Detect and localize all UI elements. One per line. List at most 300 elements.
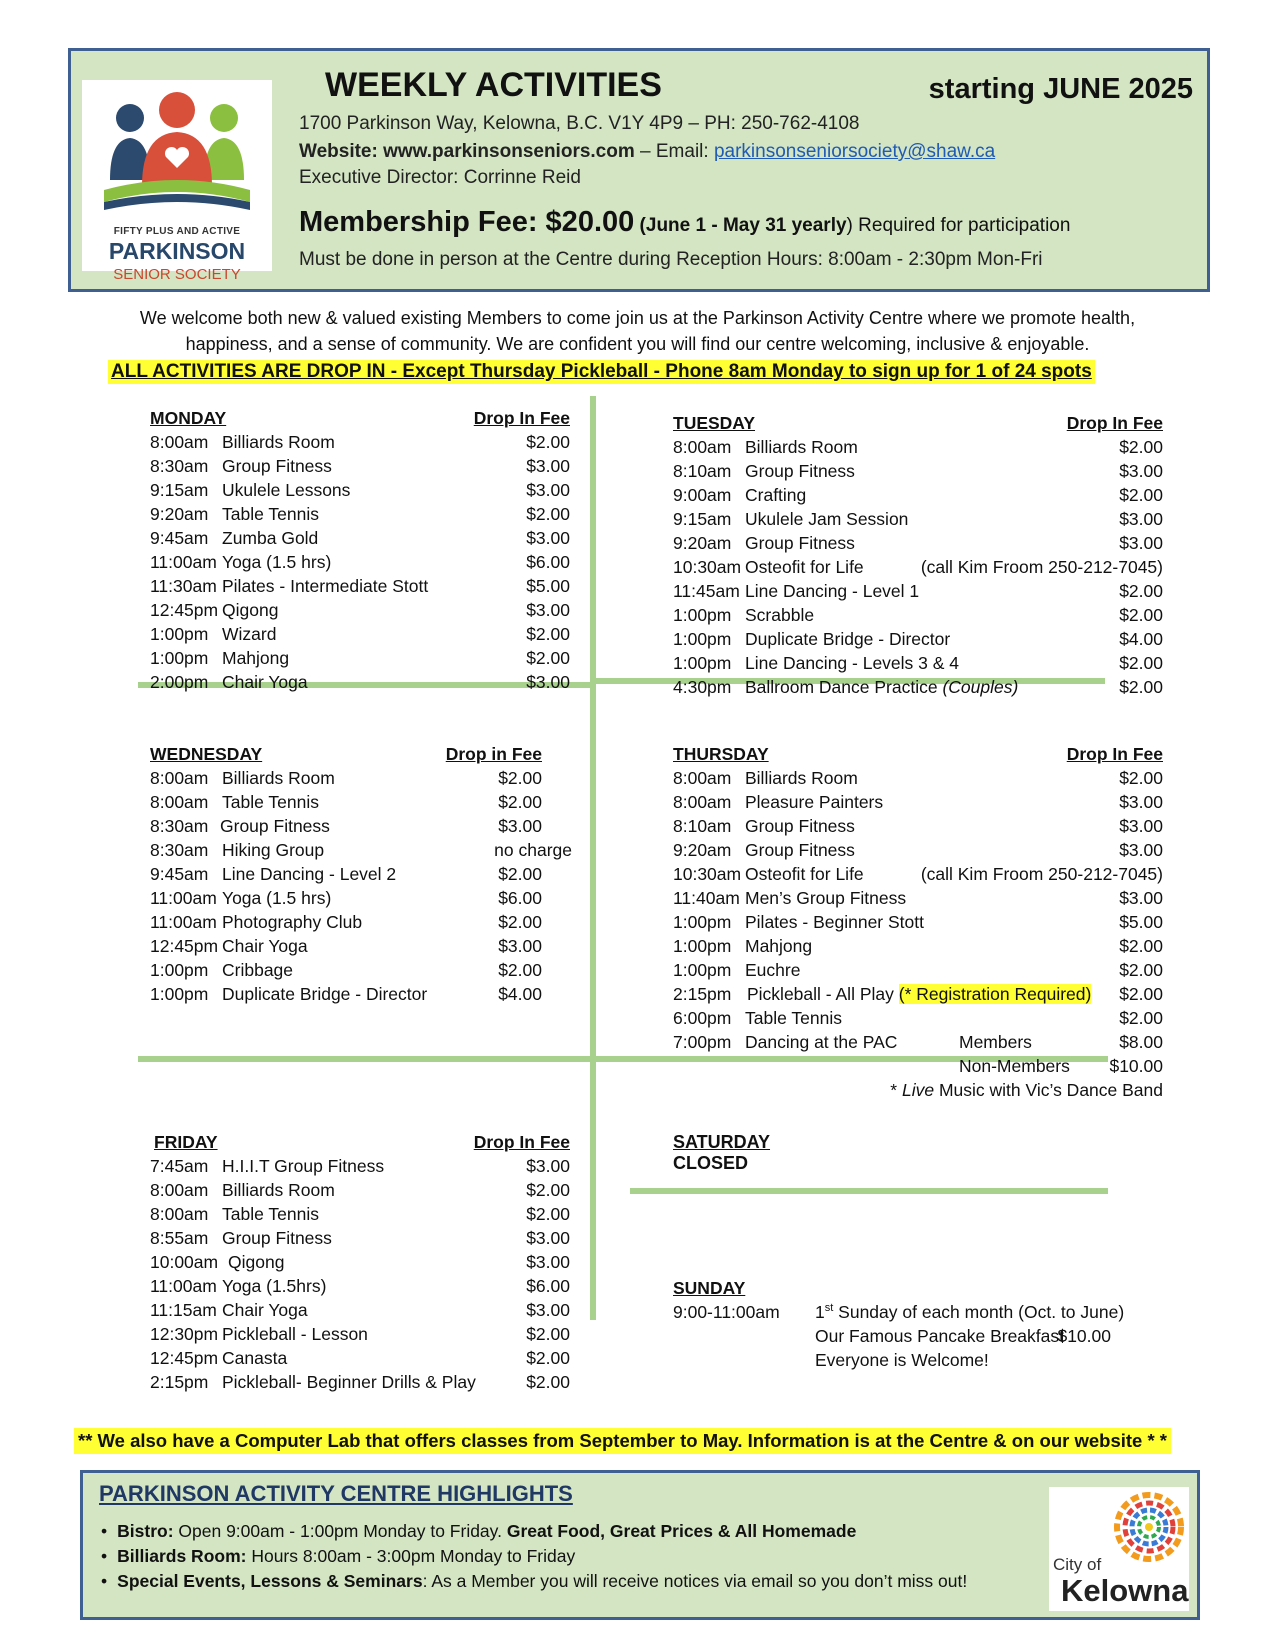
activity-name: Pickleball - Lesson [222, 1324, 368, 1344]
activity-time: 10:30am [673, 864, 742, 884]
activity-fee: $3.00 [526, 600, 570, 620]
registration-required-note: (* Registration Required) [898, 984, 1092, 1004]
activity-name: Group Fitness [222, 1228, 332, 1248]
schedule-row [150, 1348, 570, 1372]
schedule-row [150, 816, 572, 840]
sunday-frequency [815, 1302, 1124, 1323]
activity-time: 1:00pm [150, 648, 209, 668]
activity-name: Group Fitness [745, 533, 855, 553]
activity-fee: $10.00 [1109, 1056, 1163, 1076]
activity-time: 1:00pm [673, 629, 732, 649]
intro-line-2: happiness, and a sense of community. We are confident you will find our centre welcoming, inclusive & enjoyable. [185, 334, 1090, 354]
schedule-row [150, 864, 572, 888]
activity-fee: $3.00 [526, 672, 570, 692]
schedule-row [150, 840, 572, 864]
schedule-row [673, 840, 1163, 864]
schedule-row [673, 768, 1163, 792]
activity-name: Ukulele Jam Session [745, 509, 909, 529]
activity-time: 9:45am [150, 528, 209, 548]
schedule-row [150, 504, 570, 528]
schedule-row [673, 485, 1163, 509]
activity-fee: $2.00 [526, 432, 570, 452]
activity-time: 6:00pm [673, 1008, 732, 1028]
activity-name: Canasta [222, 1348, 288, 1368]
activity-time: 9:15am [150, 480, 209, 500]
activity-name: Chair Yoga [222, 1300, 308, 1320]
wednesday-schedule [150, 744, 572, 1008]
activity-name-text: Pickleball - All Play [747, 984, 894, 1004]
schedule-row [673, 1350, 1163, 1374]
activity-time: 9:15am [673, 509, 732, 529]
activity-fee: $2.00 [526, 1324, 570, 1344]
computer-lab-banner: ** We also have a Computer Lab that offers classes from September to May. Information is at the Centre & on our website * * [74, 1428, 1171, 1454]
activity-time: 4:30pm [673, 677, 732, 697]
activity-fee: $3.00 [526, 528, 570, 548]
schedule-row [150, 1204, 570, 1228]
schedule-row [150, 1324, 570, 1348]
activity-time: 10:00am [150, 1252, 219, 1272]
activity-fee: $2.00 [526, 1372, 570, 1392]
activity-fee: $2.00 [526, 1348, 570, 1368]
activity-fee: $6.00 [526, 1276, 570, 1296]
schedule-row [150, 768, 572, 792]
activity-fee: $2.00 [498, 768, 542, 788]
schedule-row [673, 1302, 1163, 1326]
executive-director: Executive Director: Corrinne Reid [299, 167, 581, 188]
schedule-row [150, 912, 572, 936]
closed-status: CLOSED [673, 1153, 749, 1173]
activity-name: Photography Club [222, 912, 363, 932]
monday-header [150, 408, 570, 432]
activity-name: Pilates - Intermediate Stott [222, 576, 429, 596]
schedule-row [150, 936, 572, 960]
activity-time: 2:15pm [673, 984, 732, 1004]
schedule-row [673, 1326, 1163, 1350]
schedule-row [673, 960, 1163, 984]
activity-fee: $2.00 [1119, 936, 1163, 956]
activity-time: 11:00am [150, 1276, 217, 1296]
activity-fee: $3.00 [526, 1252, 570, 1272]
activity-name: Duplicate Bridge - Director [222, 984, 428, 1004]
activity-name: Osteofit for Life [745, 864, 864, 884]
tuesday-schedule [673, 413, 1163, 701]
schedule-row [673, 1008, 1163, 1032]
activity-name: H.I.I.T Group Fitness [222, 1156, 385, 1176]
activity-time: 8:00am [150, 1180, 209, 1200]
activity-name: Line Dancing - Level 2 [222, 864, 397, 884]
activity-time: 9:45am [150, 864, 209, 884]
activity-name: Qigong [222, 600, 279, 620]
activity-time: 11:40am [673, 888, 740, 908]
activity-time: 8:30am [150, 840, 209, 860]
thursday-schedule [673, 744, 1163, 1104]
thursday-header [673, 744, 1163, 768]
list-item [101, 1571, 967, 1596]
schedule-row [673, 864, 1163, 888]
kelowna-label: Kelowna [1061, 1573, 1189, 1608]
highlight-text: : As a Member you will receive notices via email so you don’t miss out! [422, 1571, 968, 1591]
live-rest: Music with Vic’s Dance Band [934, 1080, 1163, 1100]
fee-header: Drop In Fee [1066, 744, 1163, 764]
list-item [101, 1521, 967, 1546]
activity-fee: $3.00 [498, 816, 542, 836]
activity-name: Chair Yoga [222, 672, 308, 692]
activity-time: 11:30am [150, 576, 217, 596]
activity-time: 11:45am [673, 581, 740, 601]
schedule-row [150, 888, 572, 912]
activity-time: 8:00am [150, 432, 209, 452]
center-divider-vertical [590, 396, 596, 1320]
drop-in-banner: ALL ACTIVITIES ARE DROP IN - Except Thursday Pickleball - Phone 8am Monday to sign up for 1 of 24 spots [108, 360, 1095, 384]
activity-time: 11:00am [150, 912, 217, 932]
schedule-row [150, 960, 572, 984]
schedule-row [673, 581, 1163, 605]
activity-time: 11:15am [150, 1300, 217, 1320]
kelowna-sun-icon [1113, 1491, 1185, 1563]
activity-fee: $3.00 [1119, 533, 1163, 553]
activity-fee: $3.00 [526, 456, 570, 476]
activity-name: Pilates - Beginner Stott [745, 912, 924, 932]
logo-tagline: FIFTY PLUS AND ACTIVE [113, 226, 241, 237]
activity-fee: $2.00 [498, 864, 542, 884]
activity-time: 1:00pm [673, 960, 732, 980]
schedule-row [150, 480, 570, 504]
activity-time: 1:00pm [673, 936, 732, 956]
activity-fee: $5.00 [1119, 912, 1163, 932]
activity-name: Billiards Room [222, 432, 335, 452]
activity-name: Table Tennis [222, 792, 319, 812]
activity-fee: $3.00 [1119, 461, 1163, 481]
schedule-row [150, 1252, 570, 1276]
monday-schedule [150, 408, 570, 696]
activity-fee: $2.00 [526, 624, 570, 644]
activity-fee: $2.00 [1119, 1008, 1163, 1028]
ordinal-number: 1 [815, 1302, 825, 1322]
day-name: TUESDAY [673, 413, 756, 433]
schedule-row [150, 624, 570, 648]
activity-time: 2:15pm [150, 1372, 209, 1392]
schedule-row [673, 461, 1163, 485]
activity-fee: $3.00 [526, 1300, 570, 1320]
start-date: starting JUNE 2025 [928, 73, 1193, 105]
highlight-label: Special Events, Lessons & Seminars [117, 1571, 423, 1591]
activity-time: 10:30am [673, 557, 742, 577]
schedule-row [150, 1372, 570, 1396]
activity-time: 1:00pm [673, 912, 732, 932]
live-italic: Live [901, 1080, 935, 1100]
activity-name: Group Fitness [745, 816, 855, 836]
activity-fee: $2.00 [526, 1180, 570, 1200]
schedule-row [673, 509, 1163, 533]
page-title: WEEKLY ACTIVITIES [325, 66, 662, 104]
activity-fee: $2.00 [1119, 581, 1163, 601]
schedule-row [673, 984, 1163, 1008]
activity-fee: $2.00 [1119, 485, 1163, 505]
activity-time: 11:00am [150, 552, 217, 572]
logo-subtitle: SENIOR SOCIETY [113, 266, 241, 283]
activity-time: 9:20am [673, 840, 732, 860]
website-line [299, 141, 995, 163]
activity-fee: $3.00 [1119, 888, 1163, 908]
activity-fee: $3.00 [1119, 840, 1163, 860]
activity-time: 8:00am [150, 768, 209, 788]
highlight-label: Billiards Room: [117, 1546, 247, 1566]
activity-note: (Couples) [942, 677, 1019, 697]
activity-name: Table Tennis [222, 504, 319, 524]
activity-fee: $2.00 [1119, 677, 1163, 697]
activity-name: Crafting [745, 485, 807, 505]
activity-time: 1:00pm [150, 960, 209, 980]
activity-fee: $8.00 [1119, 1032, 1163, 1052]
activity-fee: $3.00 [1119, 816, 1163, 836]
membership-fee: Membership Fee: $20.00 [299, 206, 635, 238]
schedule-row [150, 792, 572, 816]
activity-name: Zumba Gold [222, 528, 319, 548]
activity-name: Table Tennis [745, 1008, 842, 1028]
activity-name: Yoga (1.5 hrs) [222, 888, 332, 908]
activity-fee: $3.00 [526, 1156, 570, 1176]
activity-name: Chair Yoga [222, 936, 308, 956]
activity-name: Group Fitness [745, 461, 855, 481]
day-name: SUNDAY [673, 1278, 746, 1298]
activity-fee: $4.00 [1119, 629, 1163, 649]
activity-name: Pickleball- Beginner Drills & Play [222, 1372, 476, 1392]
activity-name: Hiking Group [222, 840, 325, 860]
activity-fee: $5.00 [526, 576, 570, 596]
activity-time: 12:30pm [150, 1324, 219, 1344]
activity-time: 8:55am [150, 1228, 209, 1248]
activity-fee: (call Kim Froom 250-212-7045) [920, 557, 1163, 577]
live-music-text [890, 1080, 1163, 1101]
activity-fee: $10.00 [1057, 1326, 1111, 1346]
email-separator: – Email: [634, 141, 714, 162]
highlight-text: Open 9:00am - 1:00pm Monday to Friday. [173, 1521, 507, 1541]
activity-time: 12:45pm [150, 1348, 219, 1368]
highlight-text: Hours 8:00am - 3:00pm Monday to Friday [246, 1546, 576, 1566]
activity-time: 12:45pm [150, 600, 219, 620]
city-of-kelowna-logo [1049, 1487, 1189, 1611]
schedule-row [673, 557, 1163, 581]
activity-fee: $3.00 [1119, 509, 1163, 529]
activity-fee: $4.00 [498, 984, 542, 1004]
activity-name: Our Famous Pancake Breakfast [815, 1326, 1064, 1346]
day-name: SATURDAY [673, 1132, 771, 1152]
schedule-row [673, 437, 1163, 461]
activity-fee: $6.00 [498, 888, 542, 908]
activity-time: 1:00pm [150, 984, 209, 1004]
sunday-schedule [673, 1278, 1163, 1374]
activity-name [745, 677, 1018, 698]
schedule-row [673, 1056, 1163, 1080]
live-prefix: * [890, 1080, 902, 1100]
activity-time: 1:00pm [673, 653, 732, 673]
people-heart-icon [104, 90, 250, 226]
tuesday-header [673, 413, 1163, 437]
parkinson-logo [82, 80, 272, 283]
friday-schedule [150, 1132, 570, 1396]
day-name: WEDNESDAY [150, 744, 263, 764]
highlights-title: PARKINSON ACTIVITY CENTRE HIGHLIGHTS [99, 1481, 573, 1506]
activity-name: Group Fitness [220, 816, 330, 836]
schedule-row [150, 1300, 570, 1324]
schedule-row [673, 1032, 1163, 1056]
schedule-row [673, 792, 1163, 816]
highlight-label: Bistro: [117, 1521, 174, 1541]
friday-header [150, 1132, 570, 1156]
activity-time: 8:00am [673, 437, 732, 457]
activity-name: Scrabble [745, 605, 815, 625]
schedule-row [150, 576, 570, 600]
activity-name: Duplicate Bridge - Director [745, 629, 951, 649]
activity-time: 8:10am [673, 816, 732, 836]
day-name: MONDAY [150, 408, 227, 428]
activity-time: 1:00pm [150, 624, 209, 644]
activity-fee: $2.00 [526, 1204, 570, 1224]
activity-time: 1:00pm [673, 605, 732, 625]
highlight-bold-tail: Great Food, Great Prices & All Homemade [506, 1521, 857, 1541]
schedule-row [150, 552, 570, 576]
activity-fee: (call Kim Froom 250-212-7045) [920, 864, 1163, 884]
activity-name: Billiards Room [222, 768, 335, 788]
activity-time: 8:30am [150, 816, 209, 836]
schedule-row [150, 1228, 570, 1252]
email-link[interactable]: parkinsonseniorsociety@shaw.ca [713, 141, 996, 162]
schedule-row [673, 533, 1163, 557]
fee-header: Drop in Fee [445, 744, 542, 764]
activity-name: Mahjong [222, 648, 290, 668]
activity-name: Wizard [222, 624, 277, 644]
schedule-row [673, 888, 1163, 912]
schedule-row [673, 912, 1163, 936]
activity-time: 2:00pm [150, 672, 209, 692]
list-item [101, 1546, 967, 1571]
logo-name: PARKINSON [108, 238, 246, 264]
schedule-row [673, 936, 1163, 960]
activity-fee: $2.00 [1119, 960, 1163, 980]
activity-time: 8:00am [150, 792, 209, 812]
activity-fee: $2.00 [498, 960, 542, 980]
day-name: FRIDAY [154, 1132, 218, 1152]
schedule-row [150, 1156, 570, 1180]
schedule-row [673, 677, 1163, 701]
activity-name: Group Fitness [222, 456, 332, 476]
schedule-row [150, 456, 570, 480]
activity-time: 8:30am [150, 456, 209, 476]
schedule-row [150, 600, 570, 624]
fee-header: Drop In Fee [473, 1132, 570, 1152]
schedule-row [150, 1180, 570, 1204]
activity-name-text: Ballroom Dance Practice [745, 677, 938, 697]
activity-name: Dancing at the PAC [745, 1032, 898, 1052]
activity-time: 11:00am [150, 888, 217, 908]
activity-fee: $2.00 [498, 792, 542, 812]
activity-time: 12:45pm [150, 936, 219, 956]
activity-name: Billiards Room [745, 437, 858, 457]
activity-name: Men’s Group Fitness [745, 888, 907, 908]
membership-required: ) Required for participation [846, 215, 1071, 236]
activity-fee: $2.00 [1119, 605, 1163, 625]
schedule-row [150, 1276, 570, 1300]
reception-hours: Must be done in person at the Centre during Reception Hours: 8:00am - 2:30pm Mon-Fri [299, 249, 1043, 270]
activity-name: Group Fitness [745, 840, 855, 860]
divider-sat-sun [630, 1188, 1108, 1194]
address-line: 1700 Parkinson Way, Kelowna, B.C. V1Y 4P9 – PH: 250-762-4108 [299, 113, 860, 134]
activity-fee: $3.00 [526, 480, 570, 500]
activity-time: 8:00am [673, 792, 732, 812]
activity-name: Cribbage [222, 960, 294, 980]
intro-line-1: We welcome both new & valued existing Members to come join us at the Parkinson Activity Centre where we promote health, [139, 308, 1136, 328]
schedule-row [673, 629, 1163, 653]
fee-header: Drop In Fee [473, 408, 570, 428]
schedule-row [673, 605, 1163, 629]
schedule-row [150, 528, 570, 552]
activity-name: Mahjong [745, 936, 813, 956]
activity-name: Qigong [228, 1252, 285, 1272]
website-label[interactable]: Website: www.parkinsonseniors.com [299, 141, 635, 162]
activity-time: 9:00am [673, 485, 732, 505]
activity-fee: $3.00 [526, 1228, 570, 1248]
activity-name: Line Dancing - Levels 3 & 4 [745, 653, 960, 673]
schedule-row [150, 672, 570, 696]
fee-header: Drop In Fee [1066, 413, 1163, 433]
activity-fee: $3.00 [498, 936, 542, 956]
activity-name: Billiards Room [745, 768, 858, 788]
activity-fee: $2.00 [1119, 768, 1163, 788]
activity-fee: $2.00 [526, 648, 570, 668]
member-label: Non-Members [959, 1056, 1070, 1076]
member-label: Members [959, 1032, 1032, 1052]
activity-name: Billiards Room [222, 1180, 335, 1200]
activity-fee: $2.00 [1119, 653, 1163, 673]
live-music-note [673, 1080, 1163, 1104]
membership-period: (June 1 - May 31 yearly [634, 215, 847, 236]
activity-time: 7:00pm [673, 1032, 732, 1052]
activity-name: Yoga (1.5 hrs) [222, 552, 332, 572]
activity-time: 9:20am [150, 504, 209, 524]
activity-name: Euchre [745, 960, 801, 980]
schedule-row [673, 816, 1163, 840]
saturday-schedule [673, 1132, 770, 1174]
activity-fee: $2.00 [498, 912, 542, 932]
membership-fee-line [299, 206, 1070, 239]
highlights-list [101, 1521, 967, 1596]
activity-time: 9:20am [673, 533, 732, 553]
schedule-row [150, 432, 570, 456]
activity-name: Ukulele Lessons [222, 480, 351, 500]
activity-name: Line Dancing - Level 1 [745, 581, 920, 601]
ordinal-suffix: st [824, 1302, 834, 1315]
activity-time: 8:00am [150, 1204, 209, 1224]
activity-fee: no charge [494, 840, 572, 860]
activity-time: 8:00am [673, 768, 732, 788]
activity-time: 7:45am [150, 1156, 209, 1176]
activity-name: Osteofit for Life [745, 557, 864, 577]
schedule-row [150, 648, 570, 672]
activity-time: 9:00-11:00am [673, 1302, 780, 1322]
schedule-row [673, 653, 1163, 677]
activity-name: Yoga (1.5hrs) [222, 1276, 327, 1296]
activity-fee: $3.00 [1119, 792, 1163, 812]
activity-name [747, 984, 1091, 1005]
header-panel [68, 48, 1210, 292]
activity-fee: $2.00 [1119, 437, 1163, 457]
city-of-label: City of [1053, 1555, 1102, 1574]
activity-fee: $2.00 [1119, 984, 1163, 1004]
wednesday-header [150, 744, 572, 768]
activity-name: Table Tennis [222, 1204, 319, 1224]
activity-time: 8:10am [673, 461, 732, 481]
activity-fee: $6.00 [526, 552, 570, 572]
